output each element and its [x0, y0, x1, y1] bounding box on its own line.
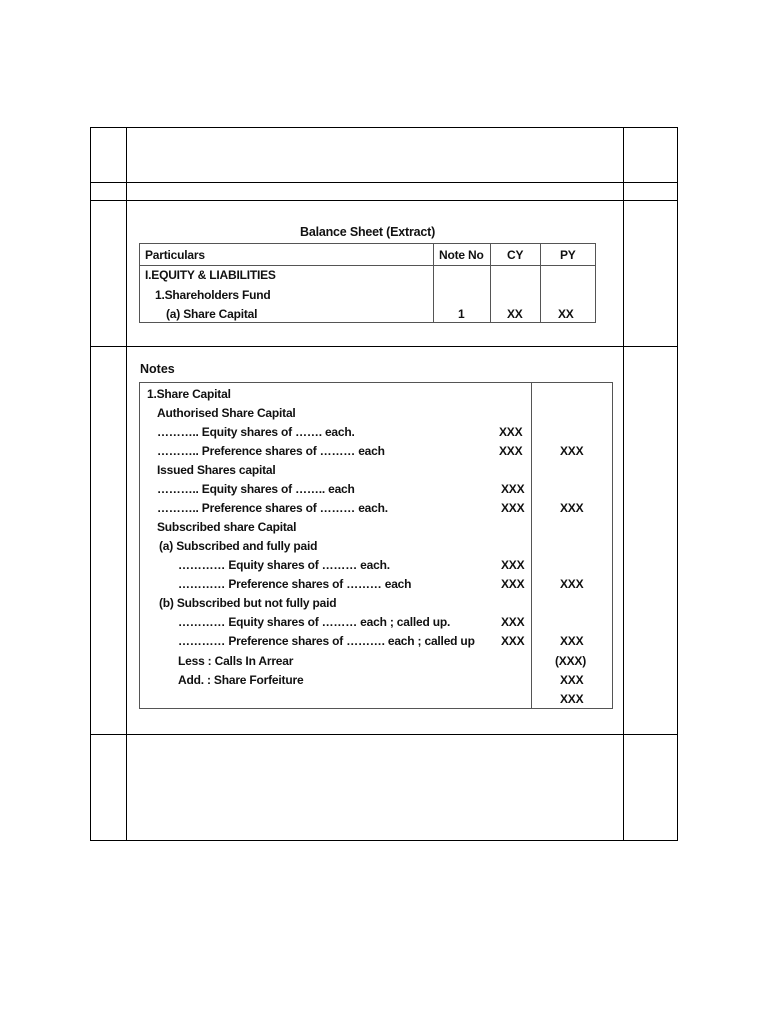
frame-row-divider [91, 200, 677, 201]
table-row-particulars: 1.Shareholders Fund [155, 288, 271, 302]
notes-row-total: XXX [560, 501, 584, 515]
notes-row-amount: XXX [499, 444, 523, 458]
notes-row-grand-total: XXX [560, 692, 584, 706]
table-header-divider [140, 265, 595, 266]
table-row-note-no: 1 [458, 307, 465, 321]
table-row-particulars: (a) Share Capital [166, 307, 258, 321]
notes-row-text: Add. : Share Forfeiture [178, 673, 304, 687]
notes-row-text: (a) Subscribed and fully paid [159, 539, 318, 553]
table-row-cy: XX [507, 307, 523, 321]
table-divider [433, 244, 434, 322]
header-cy: CY [507, 248, 524, 262]
notes-row-text: ……….. Equity shares of …….. each [157, 482, 355, 496]
notes-row-text: ……….. Equity shares of ……. each. [157, 425, 355, 439]
table-divider [490, 244, 491, 322]
frame-row-divider [91, 734, 677, 735]
notes-row-text: ……….. Preference shares of ……… each [157, 444, 385, 458]
balance-sheet-title: Balance Sheet (Extract) [300, 225, 436, 239]
notes-row-text: Less : Calls In Arrear [178, 654, 294, 668]
notes-row-text: ………… Preference shares of ……… each [178, 577, 412, 591]
notes-row-text: Issued Shares capital [157, 463, 276, 477]
header-particulars: Particulars [145, 248, 205, 262]
notes-row-amount: XXX [501, 501, 525, 515]
notes-row-total: XXX [560, 444, 584, 458]
notes-row-total: (XXX) [555, 654, 587, 668]
notes-row-amount: XXX [501, 482, 525, 496]
notes-row-text: Subscribed share Capital [157, 520, 297, 534]
header-note-no: Note No [439, 248, 484, 262]
notes-row-total: XXX [560, 634, 584, 648]
notes-row-text: (b) Subscribed but not fully paid [159, 596, 337, 610]
notes-row-text: ……….. Preference shares of ……… each. [157, 501, 388, 515]
notes-row-amount: XXX [501, 615, 525, 629]
notes-column-divider [531, 383, 532, 708]
notes-row-text: ………… Equity shares of ……… each. [178, 558, 390, 572]
notes-row-amount: XXX [501, 577, 525, 591]
notes-row-text: Authorised Share Capital [157, 406, 296, 420]
balance-sheet-table [139, 243, 596, 323]
frame-row-divider [91, 346, 677, 347]
table-row-py: XX [558, 307, 574, 321]
notes-title: Notes [140, 362, 175, 376]
table-divider [540, 244, 541, 322]
notes-table [139, 382, 613, 709]
table-row-particulars: I.EQUITY & LIABILITIES [145, 268, 276, 282]
notes-row-total: XXX [560, 577, 584, 591]
frame-row-divider [91, 182, 677, 183]
notes-row-amount: XXX [501, 558, 525, 572]
notes-row-amount: XXX [501, 634, 525, 648]
notes-row-text: ………… Preference shares of ………. each ; called up [178, 634, 475, 648]
notes-row-text: ………… Equity shares of ……… each ; called up. [178, 615, 451, 629]
notes-row-amount: XXX [499, 425, 523, 439]
notes-row-total: XXX [560, 673, 584, 687]
notes-row-text: 1.Share Capital [147, 387, 231, 401]
header-py: PY [560, 248, 576, 262]
